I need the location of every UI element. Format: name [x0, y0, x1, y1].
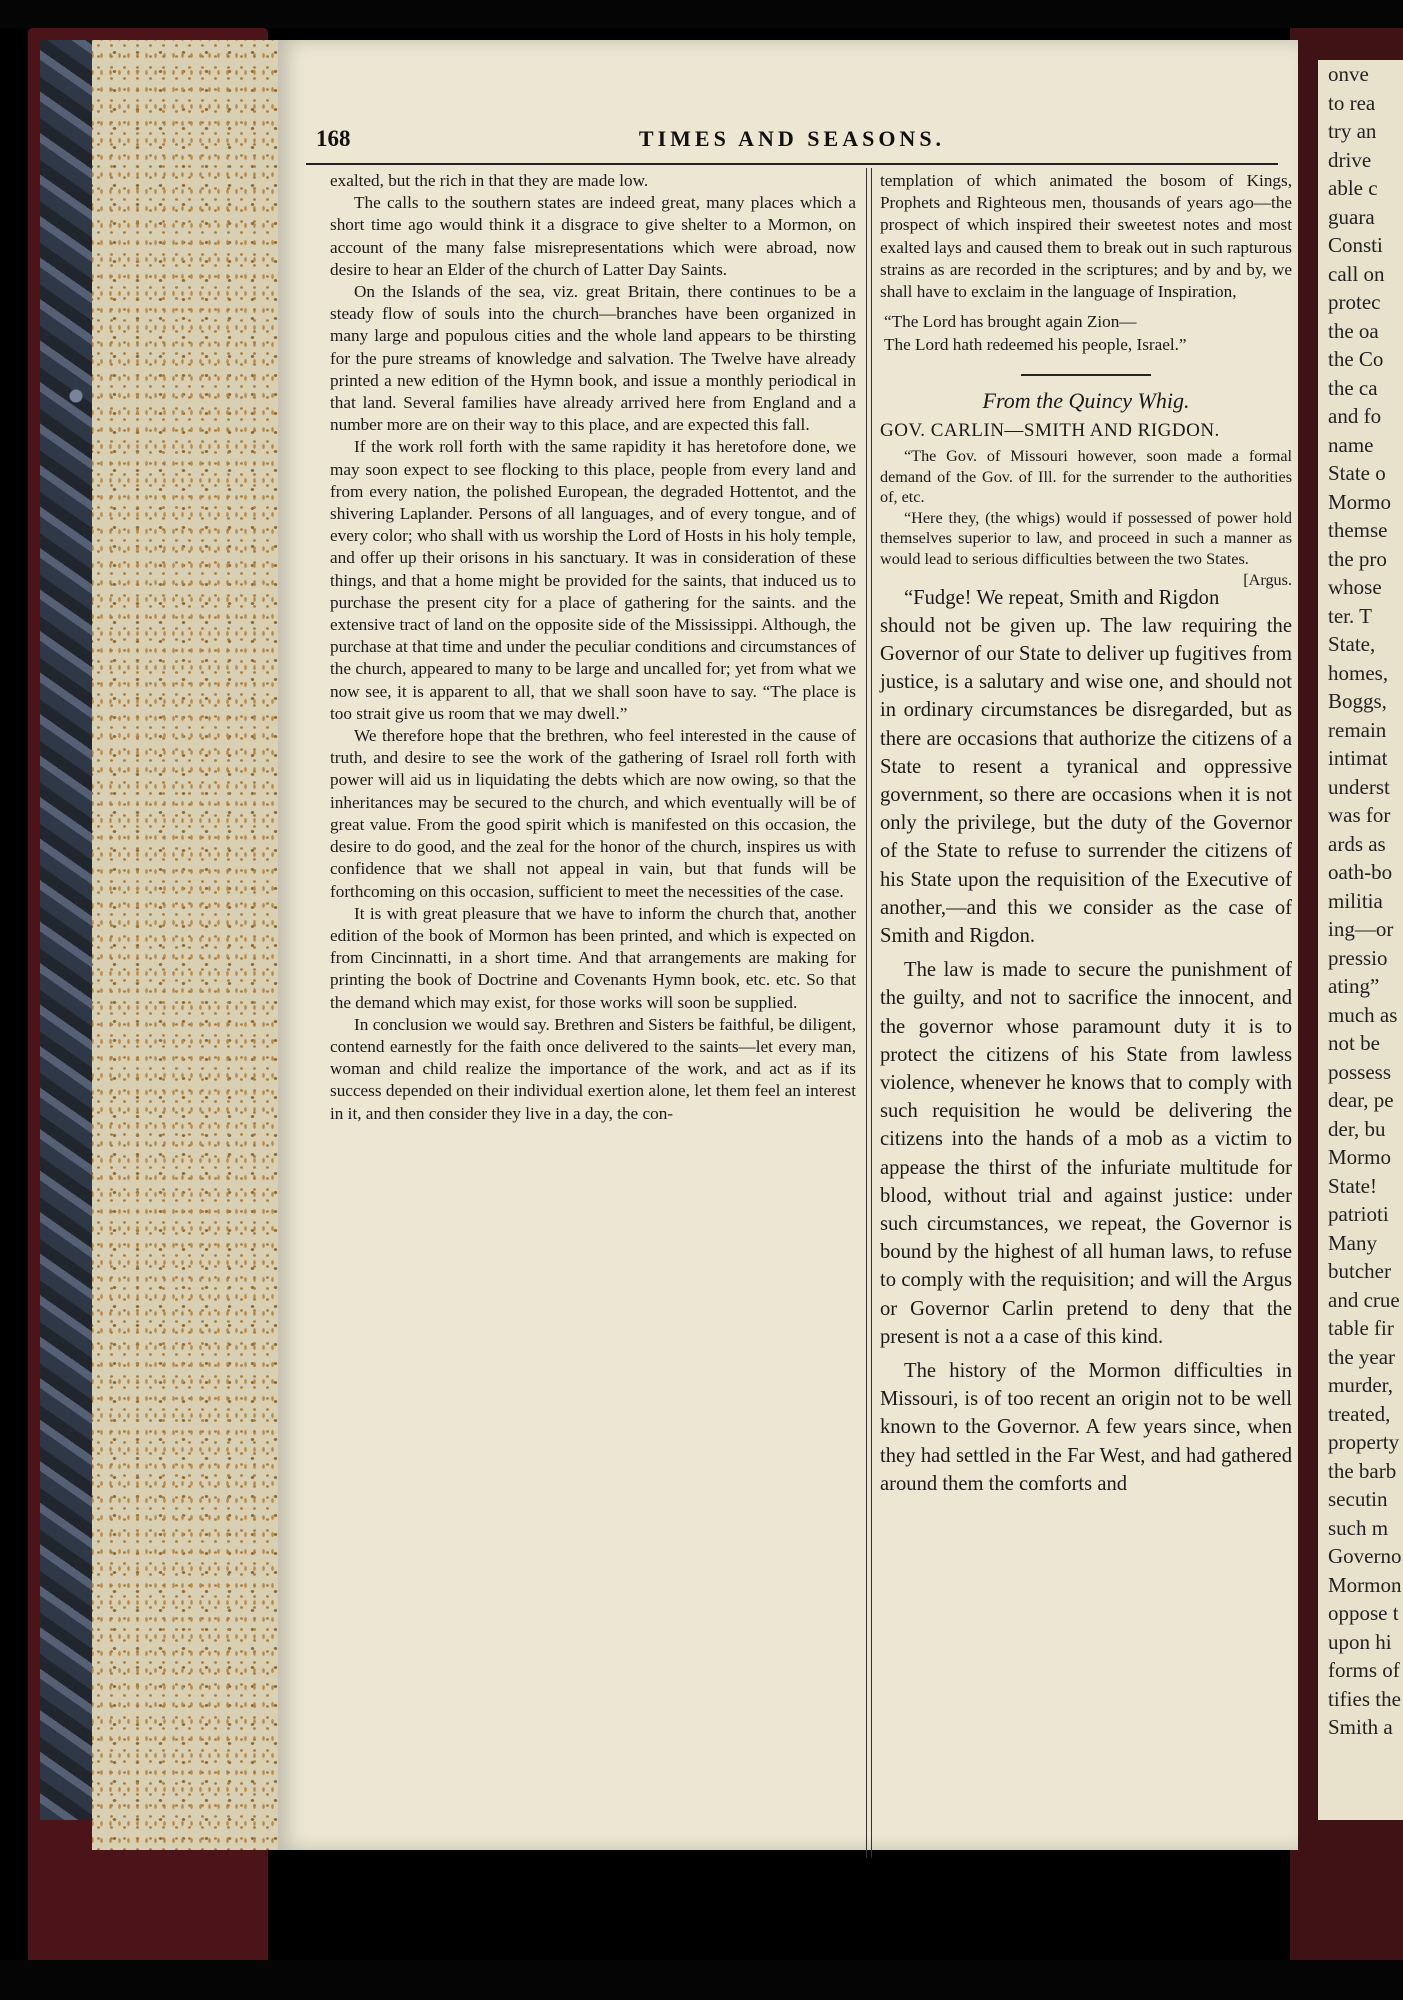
scan-background-bottom	[0, 1960, 1403, 2000]
facing-page-line: oath-bo	[1328, 860, 1393, 884]
facing-page-line: protec	[1328, 290, 1381, 314]
facing-page-line: tifies the	[1328, 1686, 1401, 1711]
facing-page-line: State,	[1328, 632, 1376, 656]
facing-page-line: Smith a	[1328, 1715, 1393, 1739]
facing-page-line: intimat	[1328, 746, 1388, 770]
facing-page-line: the pro	[1328, 546, 1387, 571]
paragraph: The history of the Mormon difficulties in Missouri, is of too recent an origin not to be well known to the Governor. A few years since, when they had settled in the Far West, and had gathered around them the comforts and	[880, 1360, 1292, 1495]
quoted-paragraph: “The Gov. of Missouri however, soon made a formal demand of the Gov. of Ill. for the surrender to the authorities of, etc.	[880, 447, 1292, 507]
facing-page-line: guara	[1328, 204, 1375, 229]
facing-page-line: table fir	[1328, 1316, 1394, 1340]
facing-page-line: themse	[1328, 518, 1388, 542]
facing-page-line: ards as	[1328, 831, 1386, 856]
facing-page-line: upon hi	[1328, 1629, 1392, 1654]
left-column	[330, 170, 856, 1125]
facing-page-line: murder,	[1328, 1373, 1394, 1397]
column-rule	[871, 168, 872, 1858]
facing-page-line: Boggs,	[1328, 689, 1387, 713]
facing-page-line: ter. T	[1328, 603, 1372, 628]
facing-page-line: was for	[1328, 803, 1391, 827]
running-head	[306, 126, 1278, 162]
source-dateline: From the Quincy Whig.	[982, 388, 1190, 414]
paragraph: “Fudge! We repeat, Smith and Rigdon should not be given up. The law requiring the Governor of our State to deliver up fugitives from justice, is a salutary and wise one, and should not in ordinary circumstances be disregarded, but as there are occasions that authorize the citizens of a State to resent a tyranical and oppressive government, so there are occasions when it is not only the privilege, but the duty of the Governor of the State to refuse to surrender the citizens of his State upon the requisition of the Executive of another,—and this we consider as the case of Smith and Rigdon.	[880, 586, 1292, 948]
newspaper-page	[278, 40, 1298, 1850]
facing-page-line: Many	[1328, 1230, 1377, 1255]
facing-page-line: not be	[1328, 1031, 1380, 1055]
facing-page-line: onve	[1328, 62, 1369, 86]
journal-title: TIMES AND SEASONS.	[638, 126, 946, 151]
article-body	[880, 584, 1292, 1499]
facing-page-line: try an	[1328, 119, 1377, 143]
paragraph: We therefore hope that the brethren, who feel interested in the cause of truth, and desire to see the work of the gathering of Israel roll forth with power will aid us in liquidating the debts which are now owing, so that the inheritances may be secured to the church, and which eventually will be of great value. From the good spirit which is manifested on this occasion, the desire to do good, and the zeal for the honor of the church, inspires us with confidence that we shall not appeal in vain, but that funds will be forthcoming on this occasion, sufficient to meet the necessities of the case.	[330, 726, 856, 901]
facing-page-fragment	[1318, 60, 1403, 1820]
quoted-paragraph-wrap	[880, 508, 1292, 589]
facing-page-line: Mormon	[1328, 1572, 1402, 1597]
column-rule	[866, 168, 867, 1858]
header-rule	[306, 163, 1278, 165]
facing-page-line: name	[1328, 432, 1374, 457]
facing-page-line: underst	[1328, 774, 1390, 799]
facing-page-line: treated,	[1328, 1401, 1391, 1426]
facing-page-line: and fo	[1328, 404, 1382, 428]
right-column	[880, 170, 1292, 1504]
page-number: 168	[316, 126, 351, 151]
scan-background-top	[0, 0, 1403, 28]
page-edge-foxed	[92, 40, 282, 1850]
paragraph: The law is made to secure the punishment of the guilty, and not to sacrifice the innocent, and the governor whose paramount duty it is to protect the citizens of his State from lawless violence, whenever he knows that to comply with such requisition he would be delivering the citizens into the hands of a mob as a victim to appease the thirst of the infuriate multitude for blood, without trial and against justice: under such circumstances, we repeat, the Governor is bound by the highest of all human laws, to refuse to comply with the requisition; and will the Argus or Governor Carlin pretend to deny that the present is not a a case of this kind.	[880, 959, 1292, 1348]
facing-page-line: Mormo	[1328, 1145, 1391, 1169]
facing-page-line: much as	[1328, 1002, 1398, 1027]
facing-page-line: property	[1328, 1430, 1400, 1454]
quote-source: [Argus.	[1243, 570, 1292, 589]
facing-page-line: militia	[1328, 888, 1383, 913]
paragraph: In conclusion we would say. Brethren and Sisters be faithful, be diligent, contend earnestly for the faith once delivered to the saints—let every man, woman and child realize the importance of the work, and act as if its success depended on their individual exertion alone, let them feel an interest in it, and then consider they live in a day, the con-	[330, 1014, 856, 1123]
facing-page-line: possess	[1328, 1059, 1392, 1084]
facing-page-line: drive	[1328, 147, 1372, 172]
article-heading: GOV. CARLIN—SMITH AND RIGDON.	[880, 420, 1220, 442]
continuation-paragraph: templation of which animated the bosom of Kings, Prophets and Righteous men, thousands of years ago—the prospect of which inspired their sweetest notes and most exalted lays and caused them to break out in such rapturous strains as are recorded in the scriptures; and by and by, we shall have to exclaim in the language of Inspiration,	[880, 171, 1292, 302]
facing-page-line: remain	[1328, 717, 1387, 742]
facing-page-line: the oa	[1328, 318, 1379, 343]
facing-page-line: pressio	[1328, 945, 1388, 970]
facing-page-line: whose	[1328, 575, 1382, 599]
paragraph: The calls to the southern states are indeed great, many places which a short time ago would think it a disgrace to give shelter to a Mormon, on account of the many false misrepresentations which were abroad, now desire to hear an Elder of the church of Latter Day Saints.	[330, 193, 856, 279]
section-rule	[1021, 374, 1151, 376]
paragraph: On the Islands of the sea, viz. great Britain, there continues to be a steady flow of souls into the church—branches have been organized in many large and populous cities and the whole land appears to be thirsting for the pure streams of knowledge and salvation. The Twelve have already printed a new edition of the Hymn book, and issue a monthly periodical in that land. Several families have already arrived here from England and a number more are on their way to this place, and are expected this fall.	[330, 282, 856, 435]
facing-page-line: such m	[1328, 1515, 1389, 1540]
facing-page-line: homes,	[1328, 660, 1389, 685]
facing-page-line: Governo	[1328, 1544, 1402, 1568]
facing-page-line: forms of	[1328, 1658, 1400, 1682]
facing-page-line: dear, pe	[1328, 1088, 1394, 1112]
facing-page-line: der, bu	[1328, 1116, 1386, 1141]
facing-page-line: State!	[1328, 1173, 1377, 1198]
facing-page-line: the Co	[1328, 347, 1384, 371]
facing-page-line: to rea	[1328, 90, 1376, 115]
quoted-excerpt	[880, 446, 1292, 589]
paragraph: exalted, but the rich in that they are made low.	[330, 171, 649, 190]
paragraph: It is with great pleasure that we have to inform the church that, another edition of the book of Mormon has been printed, and which is expected on from Cincinnatti, in a short time. And that arrangements are making for printing the book of Doctrine and Covenants Hymn book, etc. etc. So that the demand which may exist, for those works will soon be supplied.	[330, 903, 856, 1012]
facing-page-line: butcher	[1328, 1259, 1391, 1283]
facing-page-line: State o	[1328, 461, 1386, 485]
verse-line: “The Lord has brought again Zion—	[884, 312, 1137, 332]
facing-page-line: the ca	[1328, 375, 1378, 400]
facing-page-line: the year	[1328, 1344, 1396, 1369]
facing-page-line: and crue	[1328, 1287, 1400, 1312]
facing-page-line: Mormo	[1328, 489, 1391, 514]
scripture-verse	[884, 311, 1292, 356]
paragraph: If the work roll forth with the same rapidity it has heretofore done, we may soon expect to see flocking to this place, people from every land and from every nation, the polished European, the degraded Hottentot, and the shivering Laplander. Persons of all languages, and of every tongue, and of every color; who shall with us worship the Lord of Hosts in his holy temple, and offer up their orisons in his sanctuary. It was in consideration of these things, and that a home might be provided for the saints, that induced us to purchase the present city for a place of gathering for the saints. and the extensive tract of land on the opposite side of the Mississippi. Although, the purchase at that time and under the peculiar conditions and circumstances of the church, appeared to many to be large and uncalled for; yet from what we now see, it is apparent to all, that we shall soon have to say. “The place is too strait give us room that we may dwell.”	[330, 437, 856, 723]
facing-page-line: secutin	[1328, 1487, 1388, 1511]
facing-page-line: the barb	[1328, 1458, 1397, 1483]
quoted-paragraph: “Here they, (the whigs) would if possessed of power hold themselves superior to law, and proceed in such a manner as would lead to serious difficulties between the two States.	[880, 508, 1292, 568]
facing-page-line: oppose t	[1328, 1601, 1399, 1625]
facing-page-line: able c	[1328, 176, 1378, 200]
facing-page-line: call on	[1328, 261, 1385, 286]
facing-page-line: patrioti	[1328, 1202, 1389, 1226]
verse-line: The Lord hath redeemed his people, Israel.”	[884, 334, 1187, 354]
facing-page-line: ating”	[1328, 974, 1380, 998]
facing-page-line: ing—or	[1328, 917, 1394, 941]
facing-page-line: Consti	[1328, 233, 1383, 257]
